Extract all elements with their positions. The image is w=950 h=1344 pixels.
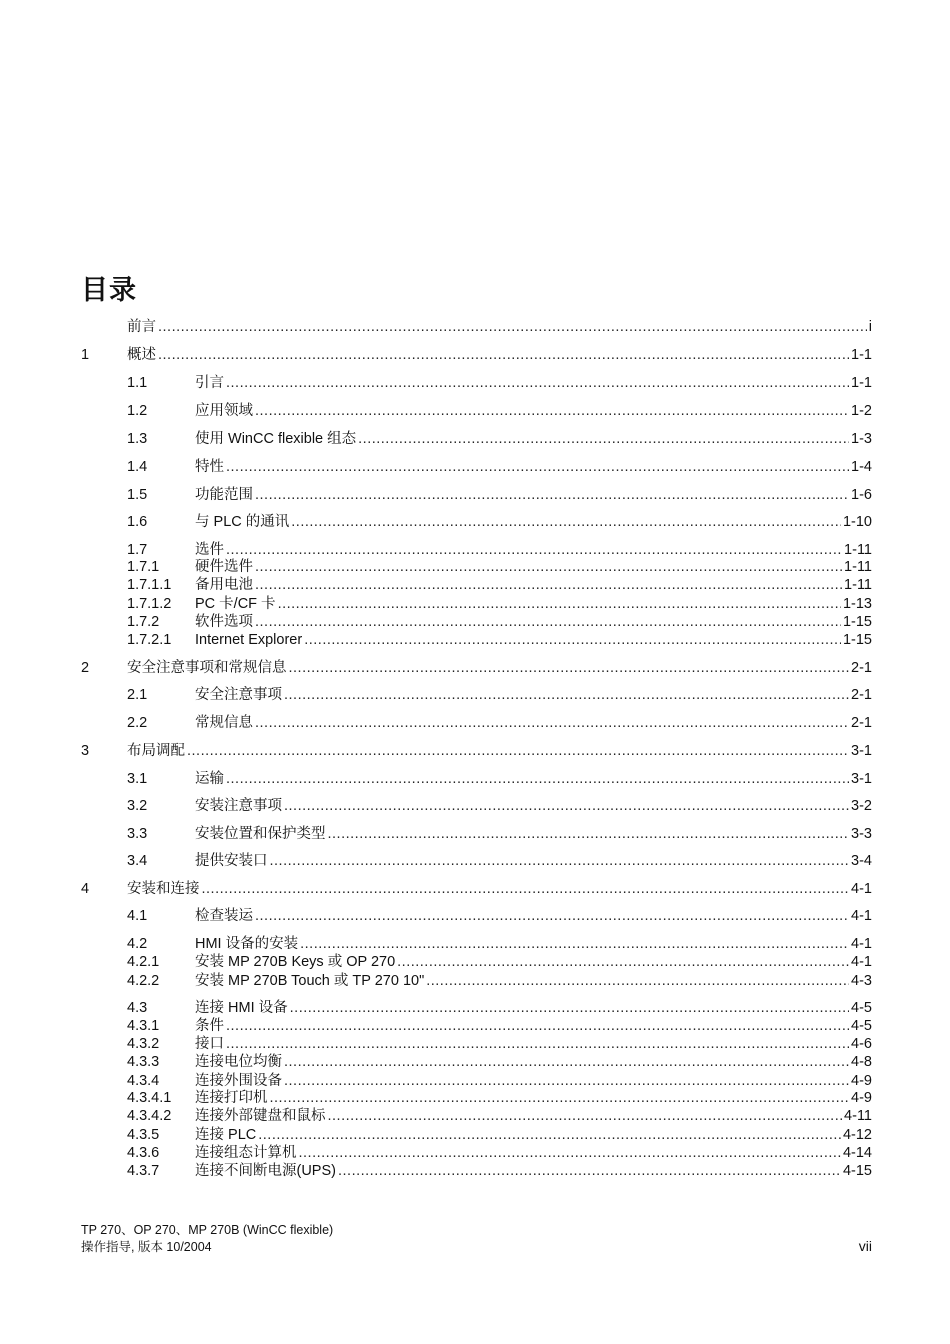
toc-entry[interactable] [0,1126,950,1144]
toc-page-number: 1-15 [842,614,872,630]
toc-entry-title: 布局调配 [127,743,185,759]
toc-section-number: 3.2 [127,798,148,814]
toc-entry-title: 连接 HMI 设备 [195,1000,288,1016]
toc-leader-dots [226,541,842,559]
toc-leader-dots [397,953,849,971]
toc-entry[interactable] [0,1162,950,1180]
toc-entry-title: 软件选项 [195,614,253,630]
toc-entry[interactable] [0,402,950,420]
toc-leader-dots [255,576,842,594]
toc-entry-title: 连接打印机 [195,1090,268,1106]
toc-entry[interactable] [0,318,950,336]
toc-section-number: 4.3.3 [127,1054,160,1070]
toc-entry-title: 安装 MP 270B Keys 或 OP 270 [195,954,396,970]
toc-page-number: 1-15 [842,632,872,648]
toc-page-number: 4-5 [851,1018,872,1034]
toc-entry-title: 应用领域 [195,403,253,419]
toc-page-number: 3-4 [851,853,872,869]
toc-page-number: 4-1 [851,954,872,970]
toc-section-number: 4.3.5 [127,1127,160,1143]
toc-entry-title: 连接不间断电源(UPS) [195,1163,336,1179]
toc-page-number: 4-15 [842,1163,872,1179]
toc-section-number: 4.1 [127,908,148,924]
toc-section-number: 4.3 [127,1000,148,1016]
toc-page-number: 3-1 [851,743,872,759]
toc-entry-title: 备用电池 [195,577,253,593]
toc-entry-title: 概述 [127,347,156,363]
toc-entry[interactable] [0,686,950,704]
toc-page-number: 4-9 [851,1090,872,1106]
toc-entry[interactable] [0,1035,950,1053]
toc-section-number: 1.4 [127,459,148,475]
toc-entry[interactable] [0,1107,950,1125]
toc-page-number: 2-1 [851,715,872,731]
toc-page-number: 3-2 [851,798,872,814]
toc-page-number: 1-3 [851,431,872,447]
toc-entry[interactable] [0,558,950,576]
toc-entry-title: 安全注意事项和常规信息 [127,660,287,676]
toc-entry[interactable] [0,513,950,531]
toc-page-number: 4-5 [851,1000,872,1016]
toc-section-number: 1.1 [127,375,148,391]
footer-edition: 操作指导, 版本 10/2004 [81,1240,212,1254]
toc-entry[interactable] [0,999,950,1017]
toc-leader-dots [255,558,842,576]
toc-entry[interactable] [0,458,950,476]
toc-page-number: 4-1 [851,881,872,897]
toc-leader-dots [226,1017,849,1035]
toc-section-number: 1.6 [127,514,148,530]
toc-section-number: 1.3 [127,431,148,447]
toc-leader-dots [258,1126,841,1144]
toc-leader-dots [158,346,849,364]
toc-entry[interactable] [0,576,950,594]
toc-entry-title: 检查装运 [195,908,253,924]
toc-section-number: 4.3.1 [127,1018,160,1034]
toc-entry[interactable] [0,825,950,843]
toc-entry[interactable] [0,595,950,613]
toc-entry[interactable] [0,486,950,504]
toc-entry[interactable] [0,880,950,898]
toc-leader-dots [158,318,867,336]
toc-section-number: 4.3.2 [127,1036,160,1052]
toc-page-number: 1-1 [851,375,872,391]
toc-leader-dots [291,513,841,531]
toc-chapter-number: 1 [81,347,90,363]
toc-entry-title: 安装位置和保护类型 [195,826,326,842]
toc-section-number: 1.7.1.1 [127,577,172,593]
toc-entry[interactable] [0,907,950,925]
toc-entry[interactable] [0,631,950,649]
toc-leader-dots [270,852,850,870]
toc-section-number: 4.2.2 [127,973,160,989]
toc-entry-title: PC 卡/CF 卡 [195,596,276,612]
toc-section-number: 1.7.1.2 [127,596,172,612]
toc-leader-dots [255,714,849,732]
toc-entry-title: 连接外部键盘和鼠标 [195,1108,326,1124]
toc-entry-title: 条件 [195,1018,224,1034]
toc-page-number: 1-13 [842,596,872,612]
toc-page-number: 4-9 [851,1073,872,1089]
toc-entry-title: 连接电位均衡 [195,1054,282,1070]
footer-page-number: vii [858,1238,872,1254]
toc-leader-dots [328,825,850,843]
toc-section-number: 3.3 [127,826,148,842]
toc-entry[interactable] [0,742,950,760]
toc-page-number: 4-6 [851,1036,872,1052]
toc-entry-title: 功能范围 [195,487,253,503]
toc-page-number: 1-2 [851,403,872,419]
toc-section-number: 3.1 [127,771,148,787]
toc-entry[interactable] [0,1053,950,1071]
toc-page-number: 4-1 [851,908,872,924]
toc-leader-dots [202,880,850,898]
toc-entry-title: 引言 [195,375,224,391]
toc-section-number: 4.2.1 [127,954,160,970]
toc-section-number: 1.7.2 [127,614,160,630]
toc-entry[interactable] [0,714,950,732]
toc-entry[interactable] [0,1089,950,1107]
toc-section-number: 4.3.4 [127,1073,160,1089]
toc-entry-title: 硬件选件 [195,559,253,575]
toc-entry-title: 安装和连接 [127,881,200,897]
toc-leader-dots [426,972,849,990]
toc-leader-dots [278,595,841,613]
toc-entry[interactable] [0,659,950,677]
toc-leader-dots [284,1053,849,1071]
toc-entry[interactable] [0,374,950,392]
toc-page-number: 4-1 [851,936,872,952]
toc-entry[interactable] [0,1072,950,1090]
toc-leader-dots [290,999,849,1017]
toc-section-number: 1.2 [127,403,148,419]
toc-section-number: 4.3.4.2 [127,1108,172,1124]
toc-section-number: 1.5 [127,487,148,503]
footer-product: TP 270、OP 270、MP 270B (WinCC flexible) [81,1223,334,1237]
toc-leader-dots [284,797,849,815]
toc-entry-title: 与 PLC 的通讯 [195,514,290,530]
toc-entry-title: 运输 [195,771,224,787]
toc-section-number: 2.2 [127,715,148,731]
toc-leader-dots [226,1035,849,1053]
toc-entry-title: 使用 WinCC flexible 组态 [195,431,357,447]
toc-page-number: 4-12 [842,1127,872,1143]
toc-entry-title: 常规信息 [195,715,253,731]
toc-entry[interactable] [0,797,950,815]
toc-entry[interactable] [0,613,950,631]
toc-leader-dots [255,907,849,925]
toc-leader-dots [284,686,849,704]
toc-leader-dots [226,770,849,788]
toc-page-number: 1-11 [844,559,872,575]
toc-page-number: 1-11 [844,577,872,593]
toc-page-number: 1-11 [844,542,872,558]
toc-entry-title: Internet Explorer [195,632,303,648]
toc-entry-title: 连接组态计算机 [195,1145,297,1161]
toc-entry[interactable] [0,972,950,990]
toc-page-number: 4-11 [844,1108,872,1124]
toc-page-number: 2-1 [851,660,872,676]
toc-section-number: 2.1 [127,687,148,703]
toc-page-number: 3-1 [851,771,872,787]
toc-page-number: 4-14 [842,1145,872,1161]
toc-entry[interactable] [0,541,950,559]
toc-entry[interactable] [0,430,950,448]
toc-leader-dots [187,742,849,760]
toc-entry[interactable] [0,852,950,870]
toc-leader-dots [358,430,849,448]
toc-leader-dots [338,1162,841,1180]
toc-section-number: 4.3.6 [127,1145,160,1161]
toc-page-number: i [868,319,872,335]
toc-page-number: 3-3 [851,826,872,842]
toc-entry-title: 选件 [195,542,224,558]
toc-leader-dots [226,374,849,392]
toc-entry-title: 连接 PLC [195,1127,257,1143]
toc-leader-dots [255,402,849,420]
toc-chapter-number: 4 [81,881,90,897]
toc-entry[interactable] [0,935,950,953]
toc-entry[interactable] [0,1144,950,1162]
toc-page-number: 1-10 [842,514,872,530]
toc-chapter-number: 3 [81,743,90,759]
toc-entry[interactable] [0,1017,950,1035]
toc-entry-title: 安装 MP 270B Touch 或 TP 270 10" [195,973,425,989]
footer-publication [81,1222,333,1256]
toc-chapter-number: 2 [81,660,90,676]
toc-page-number: 1-6 [851,487,872,503]
toc-leader-dots [300,935,849,953]
toc-leader-dots [289,659,850,677]
toc-page-number: 2-1 [851,687,872,703]
toc-entry-title: 安全注意事项 [195,687,282,703]
toc-leader-dots [226,458,849,476]
page-title: 目录 [81,275,137,305]
toc-entry-title: 安装注意事项 [195,798,282,814]
toc-entry-title: HMI 设备的安装 [195,936,299,952]
toc-entry[interactable] [0,770,950,788]
toc-section-number: 4.3.7 [127,1163,160,1179]
toc-entry-title: 连接外围设备 [195,1073,282,1089]
toc-entry[interactable] [0,346,950,364]
toc-leader-dots [255,486,849,504]
toc-page-number: 4-3 [851,973,872,989]
toc-leader-dots [328,1107,843,1125]
toc-section-number: 1.7 [127,542,148,558]
toc-entry[interactable] [0,953,950,971]
toc-entry-title: 特性 [195,459,224,475]
toc-entry-title: 接口 [195,1036,224,1052]
toc-leader-dots [255,613,841,631]
toc-section-number: 1.7.1 [127,559,160,575]
toc-section-number: 4.3.4.1 [127,1090,172,1106]
toc-section-number: 1.7.2.1 [127,632,172,648]
toc-leader-dots [299,1144,841,1162]
toc-section-number: 3.4 [127,853,148,869]
toc-entry-title: 提供安装口 [195,853,268,869]
toc-page-number: 1-1 [851,347,872,363]
toc-leader-dots [270,1089,850,1107]
toc-page-number: 4-8 [851,1054,872,1070]
toc-leader-dots [304,631,841,649]
toc-section-number: 4.2 [127,936,148,952]
toc-page-number: 1-4 [851,459,872,475]
toc-leader-dots [284,1072,849,1090]
toc-entry-title: 前言 [127,319,156,335]
